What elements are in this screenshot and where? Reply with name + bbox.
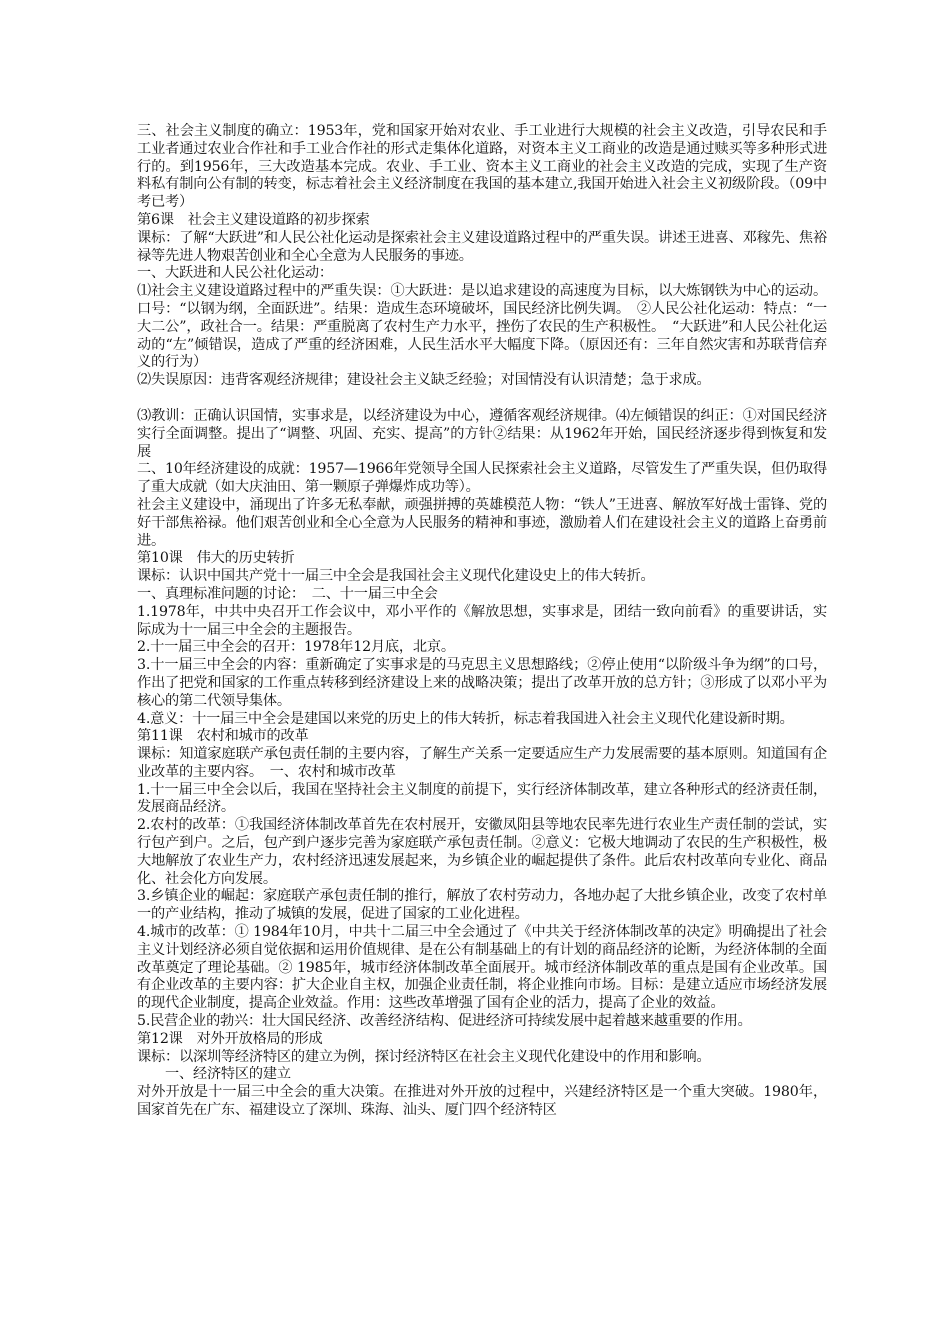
lesson-12-standard: 课标：以深圳等经济特区的建立为例，探讨经济特区在社会主义现代化建设中的作用和影响。 xyxy=(137,1048,711,1065)
section-truth-standard-heading: 一、真理标准问题的讨论： 二、十一届三中全会 xyxy=(137,585,438,602)
paragraph-model-figures: 社会主义建设中，涌现出了许多无私奉献，顽强拼搏的英雄模范人物：“铁人”王进喜、解放军好战士雷锋、党的好干部焦裕禄。他们艰苦创业和全心全意为人民服务的精神和事迹，激励着人们在建设社会主义的道路上奋勇前进。 xyxy=(137,496,827,549)
list-item: 4.意义：十一届三中全会是建国以来党的历史上的伟大转折，标志着我国进入社会主义现代化建设新时期。 xyxy=(137,710,794,727)
lesson-11-title: 第11课 农村和城市的改革 xyxy=(137,728,309,745)
paragraph-socialist-system: 三、社会主义制度的确立：1953年，党和国家开始对农业、手工业进行大规模的社会主义改造，引导农民和手工业者通过农业合作社和手工业合作社的形式走集体化道路，对资本主义工商业的改造是通过赎买等多种形式进行的。到1956年，三大改造基本完成。农业、手工业、资本主义工商业的社会主义改造的完成，实现了生产资料私有制向公有制的转变，标志着社会主义经济制度在我国的基本建立,我国开始进入社会主义初级阶段。（09中考已考） xyxy=(137,123,827,211)
section-great-leap-heading: 一、大跃进和人民公社化运动： xyxy=(137,265,333,282)
list-item: 4.城市的改革：① 1984年10月，中共十二届三中全会通过了《中共关于经济体制改革的决定》明确提出了社会主义计划经济必须自觉依据和运用价值规律、是在公有制基础上的有计划的商品经济的论断，为经济体制的全面改革奠定了理论基础。② 1985年，城市经济体制改革全面展开。城市经济体制改革的重点是国有企业改革。国有企业改革的主要内容：扩大企业自主权，加强企业责任制，将企业推向市场。目标：是建立适应市场经济发展的现代企业制度，提高企业效益。作用：这些改革增强了国有企业的活力，提高了企业的效益。 xyxy=(137,924,827,1012)
paragraph-mistake-causes: ⑵失误原因：违背客观经济规律；建设社会主义缺乏经验；对国情没有认识清楚；急于求成。 xyxy=(137,372,711,389)
paragraph-ten-year-achievements: 二、10年经济建设的成就：1957—1966年党领导全国人民探索社会主义道路，尽管发生了严重失误，但仍取得了重大成就（如大庆油田、第一颗原子弹爆炸成功等）。 xyxy=(137,461,827,496)
section-sez-heading: 一、经济特区的建立 xyxy=(137,1066,291,1083)
lesson-6-standard: 课标：了解“大跃进”和人民公社化运动是探索社会主义建设道路过程中的严重失误。讲述王进喜、邓稼先、焦裕禄等先进人物艰苦创业和全心全意为人民服务的事迹。 xyxy=(137,229,827,264)
lesson-11-standard: 课标：知道家庭联产承包责任制的主要内容，了解生产关系一定要适应生产力发展需要的基本原则。知道国有企业改革的主要内容。 一、农村和城市改革 xyxy=(137,746,827,780)
document-body xyxy=(137,123,827,1120)
list-item: 3.乡镇企业的崛起：家庭联产承包责任制的推行，解放了农村劳动力，各地办起了大批乡镇企业，改变了农村单一的产业结构，推动了城镇的发展，促进了国家的工业化进程。 xyxy=(137,888,827,923)
list-item: 2.十一届三中全会的召开：1978年12月底，北京。 xyxy=(137,639,455,656)
list-item: 3.十一届三中全会的内容：重新确定了实事求是的马克思主义思想路线；②停止使用“以阶级斗争为纲”的口号，作出了把党和国家的工作重点转移到经济建设上来的战略决策；提出了改革开放的总方针；③形成了以邓小平为核心的第二代领导集体。 xyxy=(137,657,827,709)
list-item: 2.农村的改革：①我国经济体制改革首先在农村展开，安徽凤阳县等地农民率先进行农业生产责任制的尝试，实行包产到户。之后，包产到户逐步完善为家庭联产承包责任制。②意义：它极大地调动了农民的生产积极性，极大地解放了农业生产力，农村经济迅速发展起来，为乡镇企业的崛起提供了条件。此后农村改革向专业化、商品化、社会化方向发展。 xyxy=(137,817,827,887)
blank-line xyxy=(137,390,827,408)
lesson-10-title: 第10课 伟大的历史转折 xyxy=(137,550,295,567)
lesson-6-title: 第6课 社会主义建设道路的初步探索 xyxy=(137,211,370,228)
list-item: 5.民营企业的勃兴：壮大国民经济、改善经济结构、促进经济可持续发展中起着越来越重要的作用。 xyxy=(137,1013,752,1030)
paragraph-sez: 对外开放是十一届三中全会的重大决策。在推进对外开放的过程中，兴建经济特区是一个重大突破。1980年，国家首先在广东、福建设立了深圳、珠海、汕头、厦门四个经济特区 xyxy=(137,1084,827,1119)
paragraph-lessons: ⑶教训：正确认识国情，实事求是，以经济建设为中心，遵循客观经济规律。⑷左倾错误的纠正：①对国民经济实行全面调整。提出了“调整、巩固、充实、提高”的方针②结果：从1962年开始，国民经济逐步得到恢复和发展 xyxy=(137,407,827,460)
list-item: 1.1978年，中共中央召开工作会议中，邓小平作的《解放思想，实事求是，团结一致向前看》的重要讲话，实际成为十一届三中全会的主题报告。 xyxy=(137,603,827,638)
lesson-12-title: 第12课 对外开放格局的形成 xyxy=(137,1030,323,1047)
list-item: 1.十一届三中全会以后，我国在坚持社会主义制度的前提下，实行经济体制改革，建立各种形式的经济责任制，发展商品经济。 xyxy=(137,781,827,816)
lesson-10-standard: 课标：认识中国共产党十一届三中全会是我国社会主义现代化建设史上的伟大转折。 xyxy=(137,568,655,585)
paragraph-mistakes: ⑴社会主义建设道路过程中的严重失误：①大跃进：是以追求建设的高速度为目标，以大炼钢铁为中心的运动。口号：“以钢为纲，全面跃进”。结果：造成生态环境破坏，国民经济比例失调。 ②人民公社化运动：特点：“一大二公”，政社合一。结果：严重脱离了农村生产力水平，挫伤了农民的生产积极性。 “大跃进”和人民公社化运动的“左”倾错误，造成了严重的经济困难，人民生活水平大幅度下降。（原因还有：三年自然灾害和苏联背信弃义的行为） xyxy=(137,283,827,371)
